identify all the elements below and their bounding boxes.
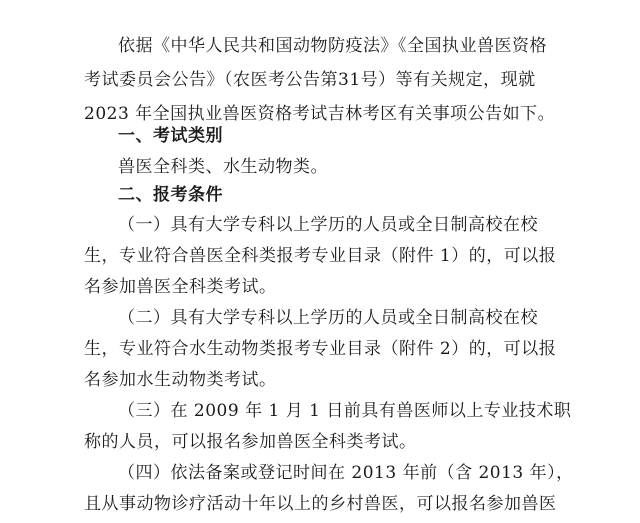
- item-1-line-2: 生，专业符合兽医全科类报考专业目录（附件 1）的，可以报: [84, 246, 557, 266]
- item-3-line-2: 称的人员，可以报名参加兽医全科类考试。: [84, 432, 417, 452]
- section-body-exam-category: 兽医全科类、水生动物类。: [118, 157, 328, 177]
- section-heading-eligibility: 二、报考条件: [118, 185, 223, 205]
- item-4-line-2: 且从事动物诊疗活动十年以上的乡村兽医，可以报名参加兽医: [84, 494, 557, 514]
- item-2-line-2: 生，专业符合水生动物类报考专业目录（附件 2）的，可以报: [84, 339, 557, 359]
- item-2-line-1: （二）具有大学专科以上学历的人员或全日制高校在校: [118, 308, 538, 328]
- item-4-line-1: （四）依法备案或登记时间在 2013 年前（含 2013 年），: [118, 463, 574, 483]
- item-3-line-1: （三）在 2009 年 1 月 1 日前具有兽医师以上专业技术职: [118, 401, 572, 421]
- item-1-line-1: （一）具有大学专科以上学历的人员或全日制高校在校: [118, 215, 538, 235]
- item-1-line-3: 名参加兽医全科类考试。: [84, 277, 277, 297]
- intro-line-3: 2023 年全国执业兽医资格考试吉林考区有关事项公告如下。: [84, 104, 556, 124]
- intro-line-2: 考试委员会公告》（农医考公告第31号）等有关规定，现就: [84, 70, 536, 90]
- intro-line-1: 依据《中华人民共和国动物防疫法》《全国执业兽医资格: [118, 36, 547, 56]
- section-heading-exam-category: 一、考试类别: [118, 126, 223, 146]
- item-2-line-3: 名参加水生动物类考试。: [84, 370, 277, 390]
